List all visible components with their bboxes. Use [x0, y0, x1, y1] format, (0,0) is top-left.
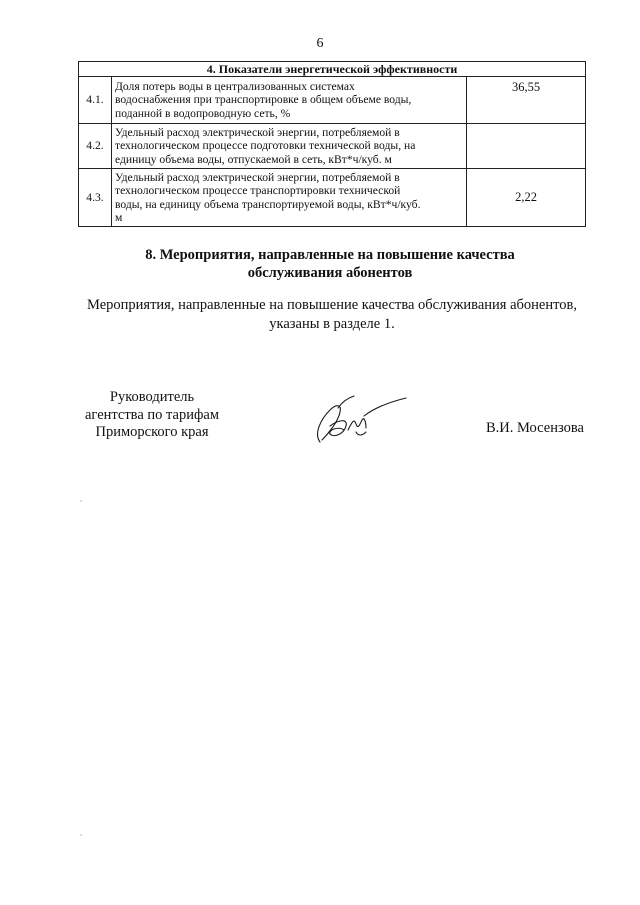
row-description — [112, 124, 467, 169]
row-description-line: технологическом процессе транспортировки технической — [115, 184, 401, 197]
paragraph-line: Мероприятия, направленные на повышение качества обслуживания абонентов, — [87, 297, 577, 313]
row-description-line: поданной в водопроводную сеть, % — [115, 106, 291, 120]
row-description-line: воды, на единицу объема транспортируемой воды, кВт*ч/куб. — [115, 197, 421, 211]
row-description-line: Удельный расход электрической энергии, потребляемой в — [115, 170, 400, 184]
row-description-line: м — [115, 211, 123, 224]
paragraph-line: указаны в разделе 1. — [269, 316, 395, 332]
table-header: 4. Показатели энергетической эффективности — [79, 62, 586, 77]
row-value — [467, 124, 586, 169]
handwritten-signature — [308, 390, 412, 450]
table-row — [79, 124, 586, 169]
table-row — [79, 169, 586, 227]
section-paragraph — [72, 296, 592, 334]
section-heading — [80, 246, 580, 282]
section-heading-line: 8. Мероприятия, направленные на повышение качества — [145, 247, 515, 263]
row-value: 2,22 — [467, 169, 586, 227]
energy-efficiency-table — [78, 61, 586, 227]
punch-hole-mark — [80, 500, 82, 502]
page-number: 6 — [316, 36, 324, 51]
row-description-line: Удельный расход электрической энергии, потребляемой в — [115, 125, 400, 139]
punch-hole-mark — [80, 834, 82, 836]
row-number: 4.2. — [79, 124, 112, 169]
row-number: 4.3. — [79, 169, 112, 227]
section-heading-line: обслуживания абонентов — [247, 265, 413, 281]
table-header-row — [79, 62, 586, 77]
row-description-line: водоснабжения при транспортировке в общем объеме воды, — [115, 93, 412, 107]
signer-name: В.И. Мосензова — [486, 420, 584, 436]
row-description-line: единицу объема воды, отпускаемой в сеть, кВт*ч/куб. м — [115, 152, 392, 166]
signer-title-line: агентства по тарифам — [85, 406, 219, 423]
table-row — [79, 77, 586, 124]
row-value: 36,55 — [467, 77, 586, 124]
row-number: 4.1. — [79, 77, 112, 124]
row-description — [112, 169, 467, 227]
row-description — [112, 77, 467, 124]
signer-title-line: Приморского края — [95, 424, 209, 440]
signer-title-line: Руководитель — [109, 389, 195, 405]
signer-title — [60, 389, 244, 442]
row-description-line: технологическом процессе подготовки технической воды, на — [115, 139, 416, 153]
row-description-line: Доля потерь воды в централизованных системах — [115, 79, 355, 93]
